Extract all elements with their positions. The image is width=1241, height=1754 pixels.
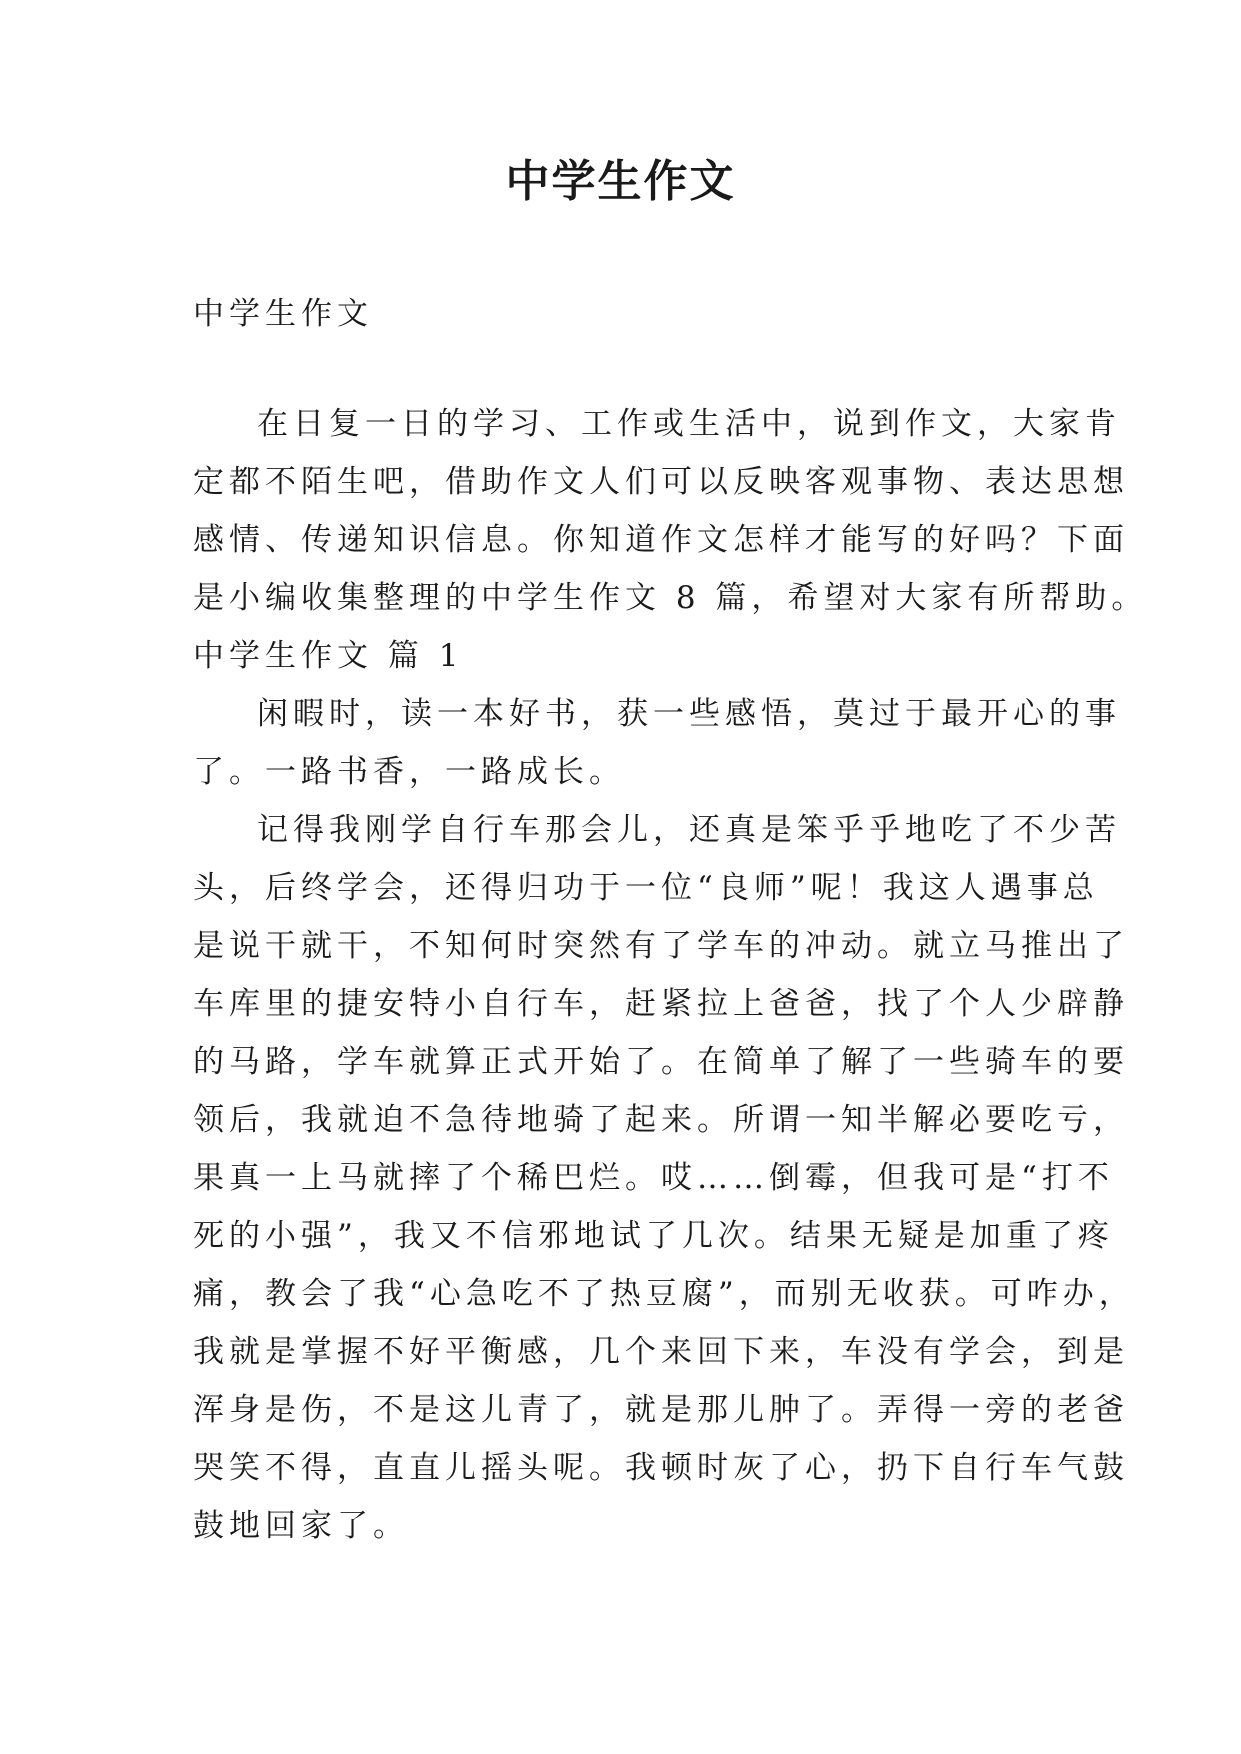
subtitle-line: 中学生作文 bbox=[193, 296, 373, 332]
text-line: 记得我刚学自行车那会儿，还真是笨乎乎地吃了不少苦 bbox=[257, 812, 1121, 848]
text-line: 痛，教会了我“心急吃不了热豆腐”，而别无收获。可咋办， bbox=[193, 1276, 1135, 1312]
text-line: 了。一路书香，一路成长。 bbox=[193, 754, 625, 790]
spacer bbox=[193, 343, 1073, 395]
text-line: 果真一上马就摔了个稀巴烂。哎……倒霉，但我可是“打不 bbox=[193, 1160, 1114, 1196]
section-heading: 中学生作文 篇 1 bbox=[193, 638, 464, 674]
document-title: 中学生作文 bbox=[505, 156, 736, 207]
text-line: 死的小强”，我又不信邪地试了几次。结果无疑是加重了疼 bbox=[193, 1218, 1114, 1254]
text-line: 领后，我就迫不急待地骑了起来。所谓一知半解必要吃亏， bbox=[193, 1102, 1129, 1138]
text-line: 车库里的捷安特小自行车，赶紧拉上爸爸，找了个人少辟静 bbox=[193, 986, 1129, 1022]
text-line: 浑身是伤，不是这儿青了，就是那儿肿了。弄得一旁的老爸 bbox=[193, 1392, 1129, 1428]
text-line: 定都不陌生吧，借助作文人们可以反映客观事物、表达思想 bbox=[193, 464, 1129, 500]
text-line: 鼓地回家了。 bbox=[193, 1508, 409, 1544]
document-body bbox=[193, 285, 1148, 1555]
text-line: 感情、传递知识信息。你知道作文怎样才能写的好吗？下面 bbox=[193, 522, 1129, 558]
text-line: 的马路，学车就算正式开始了。在简单了解了一些骑车的要 bbox=[193, 1044, 1129, 1080]
text-line: 是说干就干，不知何时突然有了学车的冲动。就立马推出了 bbox=[193, 928, 1129, 964]
text-line: 闲暇时，读一本好书，获一些感悟，莫过于最开心的事 bbox=[257, 696, 1121, 732]
text-line: 头，后终学会，还得归功于一位“良师”呢！我这人遇事总 bbox=[193, 870, 1099, 906]
text-line: 在日复一日的学习、工作或生活中，说到作文，大家肯 bbox=[257, 406, 1121, 442]
text-line: 我就是掌握不好平衡感，几个来回下来，车没有学会，到是 bbox=[193, 1334, 1129, 1370]
text-line: 是小编收集整理的中学生作文 8 篇，希望对大家有所帮助。 bbox=[193, 580, 1148, 616]
text-line: 哭笑不得，直直儿摇头呢。我顿时灰了心，扔下自行车气鼓 bbox=[193, 1450, 1129, 1486]
